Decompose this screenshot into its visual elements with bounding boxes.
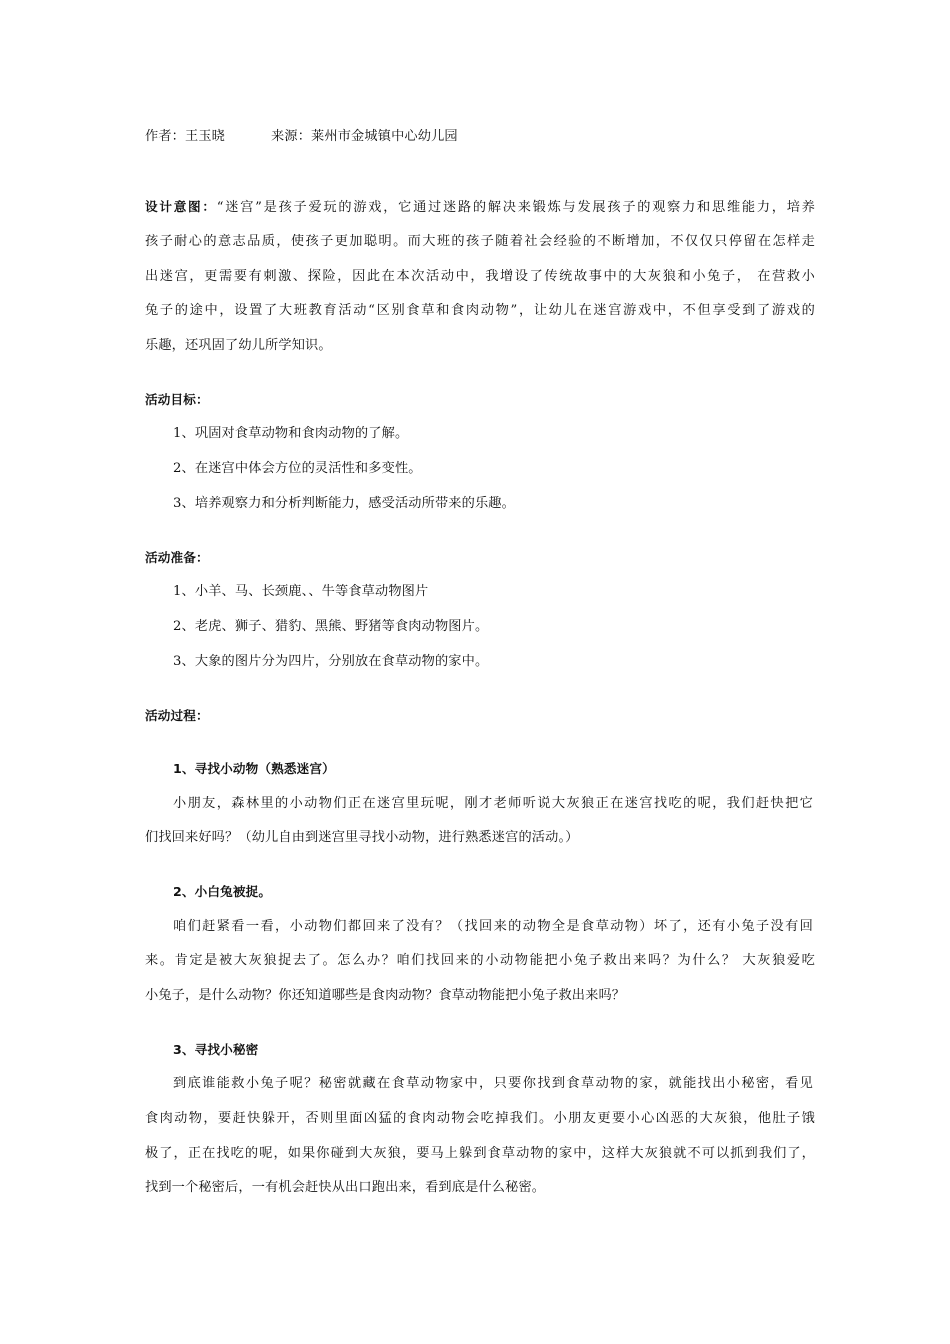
process-heading: 活动过程： (145, 708, 209, 723)
intent-line-4: 兔子的途中，设置了大班教育活动“区别食草和食肉动物”，让幼儿在迷宫游戏中，不但享受到了游戏的 (145, 303, 815, 318)
intent-line-1: 设计意图：“迷宫”是孩子爱玩的游戏，它通过迷路的解决来锻炼与发展孩子的观察力和思维能力，培养 (145, 199, 815, 215)
step2-title: 2、小白兔被捉。 (173, 884, 272, 899)
intent-line-5: 乐趣，还巩固了幼儿所学知识。 (145, 338, 332, 353)
step2-line-2: 来。肯定是被大灰狼捉去了。怎么办？咱们找回来的小动物能把小兔子救出来吗？为什么？ 大灰狼爱吃 (145, 953, 815, 968)
goal-item-3: 3、培养观察力和分析判断能力，感受活动所带来的乐趣。 (173, 496, 515, 511)
prep-item-1: 1、小羊、马、长颈鹿、、牛等食草动物图片 (173, 584, 429, 599)
goal-item-1: 1、巩固对食草动物和食肉动物的了解。 (173, 426, 409, 441)
goals-heading: 活动目标： (145, 392, 209, 407)
prep-item-3: 3、大象的图片分为四片，分别放在食草动物的家中。 (173, 654, 489, 669)
intent-line-3: 出迷宫，更需要有刺激、探险，因此在本次活动中，我增设了传统故事中的大灰狼和小兔子， 在营救小 (145, 269, 815, 284)
source-text: 来源：莱州市金城镇中心幼儿园 (271, 129, 458, 144)
prep-heading: 活动准备： (145, 550, 209, 565)
intent-line-2: 孩子耐心的意志品质，使孩子更加聪明。而大班的孩子随着社会经验的不断增加，不仅仅只停留在怎样走 (145, 234, 815, 249)
step3-line-4: 找到一个秘密后，一有机会赶快从出口跑出来，看到底是什么秘密。 (145, 1180, 546, 1195)
step3-line-3: 极了，正在找吃的呢，如果你碰到大灰狼，要马上躲到食草动物的家中，这样大灰狼就不可以抓到我们了， (145, 1146, 815, 1161)
step2-line-1: 咱们赶紧看一看，小动物们都回来了没有？（找回来的动物全是食草动物）坏了，还有小兔子没有回 (173, 919, 813, 934)
step1-line-1: 小朋友，森林里的小动物们正在迷宫里玩呢，刚才老师听说大灰狼正在迷宫找吃的呢，我们赶快把它 (173, 796, 813, 811)
step1-line-2: 们找回来好吗？（幼儿自由到迷宫里寻找小动物，进行熟悉迷宫的活动。） (145, 830, 579, 845)
step2-line-3: 小兔子，是什么动物？你还知道哪些是食肉动物？食草动物能把小兔子救出来吗？ (145, 988, 626, 1003)
step3-line-2: 食肉动物，要赶快躲开，否则里面凶猛的食肉动物会吃掉我们。小朋友更要小心凶恶的大灰狼，他肚子饿 (145, 1111, 815, 1126)
prep-item-2: 2、老虎、狮子、猎豹、黑熊、野猪等食肉动物图片。 (173, 619, 489, 634)
author-text: 作者：王玉晓 (145, 129, 226, 144)
intent-label: 设计意图： (145, 199, 217, 214)
step1-title: 1、寻找小动物（熟悉迷宫） (173, 761, 335, 776)
byline (145, 128, 815, 146)
goal-item-2: 2、在迷宫中体会方位的灵活性和多变性。 (173, 461, 422, 476)
step3-title: 3、寻找小秘密 (173, 1042, 259, 1057)
step3-line-1: 到底谁能救小兔子呢？秘密就藏在食草动物家中，只要你找到食草动物的家，就能找出小秘密，看见 (173, 1076, 813, 1091)
